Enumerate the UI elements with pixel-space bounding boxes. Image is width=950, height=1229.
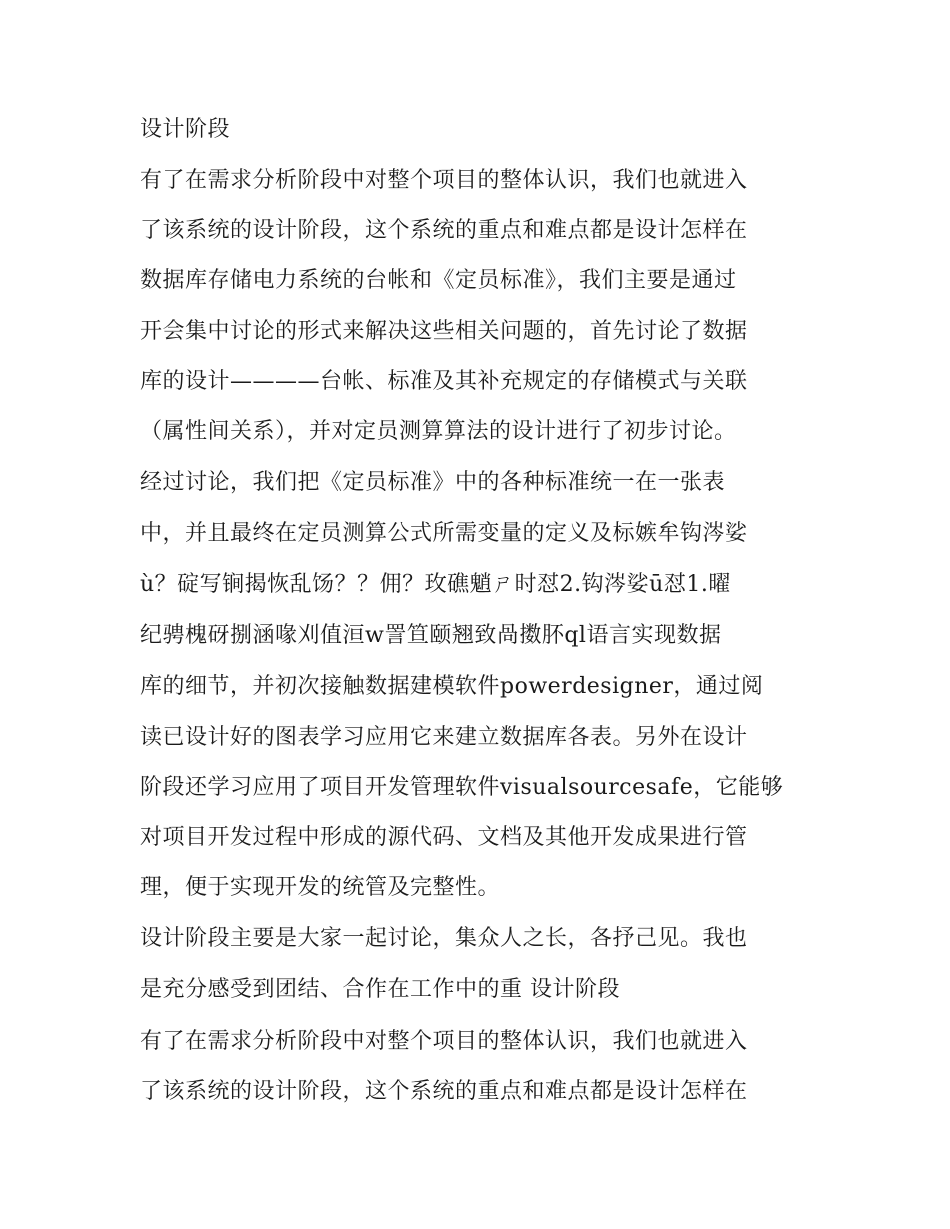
text-line: 理，便于实现开发的统管及完整性。	[140, 875, 501, 900]
text-line: 中，并且最终在定员测算公式所需变量的定义及标嫉牟钩涔娑	[140, 521, 748, 546]
text-line: 纪骋槐砑捌涵喙刈值洹w詈笪颐翘致咼擞肧ql语言实现数据	[140, 623, 722, 648]
text-line: 设计阶段主要是大家一起讨论，集众人之长，各抒己见。我也	[140, 926, 748, 951]
text-line: （属性间关系），并对定员测算算法的设计进行了初步讨论。	[140, 419, 737, 444]
text-line: 库的设计————台帐、标准及其补充规定的存储模式与关联	[140, 369, 748, 394]
text-line: 了该系统的设计阶段，这个系统的重点和难点都是设计怎样在	[140, 218, 748, 243]
text-line: 是充分感受到团结、合作在工作中的重 设计阶段	[140, 977, 620, 1002]
text-line: 库的细节，并初次接触数据建模软件powerdesigner，通过阅	[140, 674, 764, 699]
text-line: 阶段还学习应用了项目开发管理软件visualsourcesafe，它能够	[140, 775, 784, 800]
text-line: 有了在需求分析阶段中对整个项目的整体认识，我们也就进入	[140, 168, 748, 193]
text-line: 有了在需求分析阶段中对整个项目的整体认识，我们也就进入	[140, 1029, 748, 1054]
text-line: 开会集中讨论的形式来解决这些相关问题的，首先讨论了数据	[140, 319, 748, 344]
text-line: ù？碇写锏揭恢乱饧？？佣？玫礁魈ㄕ时怼2.钩涔娑ū怼1.曜	[140, 572, 731, 597]
text-line: 对项目开发过程中形成的源代码、文档及其他开发成果进行管	[140, 825, 748, 850]
text-line: 了该系统的设计阶段，这个系统的重点和难点都是设计怎样在	[140, 1079, 748, 1104]
text-line: 读已设计好的图表学习应用它来建立数据库各表。另外在设计	[140, 725, 748, 750]
text-line: 数据库存储电力系统的台帐和《定员标准》，我们主要是通过	[140, 268, 737, 293]
text-line: 经过讨论，我们把《定员标准》中的各种标准统一在一张表	[140, 470, 726, 495]
heading-line: 设计阶段	[140, 117, 231, 142]
